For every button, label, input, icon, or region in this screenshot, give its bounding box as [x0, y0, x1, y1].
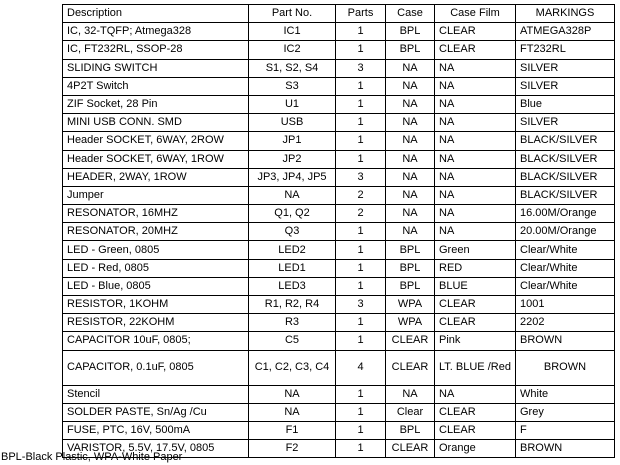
cell-part-no: LED1: [249, 259, 336, 277]
cell-description: RESISTOR, 22KOHM: [63, 314, 249, 332]
cell-part-no: C1, C2, C3, C4: [249, 350, 336, 385]
cell-case: NA: [386, 77, 435, 95]
table-row: [63, 421, 615, 439]
cell-case-film: NA: [435, 186, 516, 204]
table-row: [63, 205, 615, 223]
cell-description: IC, FT232RL, SSOP-28: [63, 41, 249, 59]
cell-description: Header SOCKET, 6WAY, 2ROW: [63, 132, 249, 150]
cell-markings: SILVER: [516, 77, 615, 95]
cell-case-film: NA: [435, 59, 516, 77]
cell-parts: 4: [336, 350, 386, 385]
cell-parts: 3: [336, 168, 386, 186]
cell-parts: 3: [336, 59, 386, 77]
cell-part-no: Q3: [249, 223, 336, 241]
bom-body: [63, 23, 615, 458]
cell-markings: BLACK/SILVER: [516, 168, 615, 186]
header-case: Case: [386, 5, 435, 23]
bom-table: [62, 4, 615, 458]
cell-case-film: CLEAR: [435, 23, 516, 41]
cell-markings: SILVER: [516, 59, 615, 77]
cell-part-no: JP2: [249, 150, 336, 168]
cell-parts: 1: [336, 259, 386, 277]
cell-markings: BLACK/SILVER: [516, 150, 615, 168]
table-row: [63, 95, 615, 113]
cell-description: Stencil: [63, 385, 249, 403]
cell-parts: 1: [336, 440, 386, 458]
cell-case-film: NA: [435, 205, 516, 223]
cell-markings: BLACK/SILVER: [516, 132, 615, 150]
cell-part-no: IC2: [249, 41, 336, 59]
legend-note: BPL-Black Plastic, WPA-White Paper: [1, 451, 183, 463]
cell-case-film: CLEAR: [435, 314, 516, 332]
cell-case: CLEAR: [386, 350, 435, 385]
cell-description: HEADER, 2WAY, 1ROW: [63, 168, 249, 186]
cell-part-no: JP3, JP4, JP5: [249, 168, 336, 186]
cell-markings: BROWN: [516, 332, 615, 350]
cell-parts: 1: [336, 403, 386, 421]
cell-case-film: NA: [435, 223, 516, 241]
cell-case-film: NA: [435, 168, 516, 186]
cell-description: LED - Red, 0805: [63, 259, 249, 277]
cell-markings: F: [516, 421, 615, 439]
cell-case: CLEAR: [386, 332, 435, 350]
cell-markings: ATMEGA328P: [516, 23, 615, 41]
header-row: [63, 5, 615, 23]
cell-case: Clear: [386, 403, 435, 421]
cell-markings: BROWN: [516, 350, 615, 385]
table-row: [63, 241, 615, 259]
cell-markings: Clear/White: [516, 259, 615, 277]
cell-part-no: JP1: [249, 132, 336, 150]
cell-description: VARISTOR, 5.5V, 17.5V, 0805: [63, 440, 249, 458]
cell-part-no: USB: [249, 114, 336, 132]
header-description: Description: [63, 5, 249, 23]
cell-parts: 2: [336, 186, 386, 204]
table-row: [63, 350, 615, 385]
cell-case-film: NA: [435, 77, 516, 95]
cell-parts: 1: [336, 223, 386, 241]
cell-case: NA: [386, 385, 435, 403]
cell-description: RESONATOR, 20MHZ: [63, 223, 249, 241]
cell-case-film: Orange: [435, 440, 516, 458]
cell-case: BPL: [386, 277, 435, 295]
cell-part-no: S1, S2, S4: [249, 59, 336, 77]
cell-parts: 1: [336, 277, 386, 295]
cell-case-film: Green: [435, 241, 516, 259]
table-row: [63, 132, 615, 150]
cell-case-film: Pink: [435, 332, 516, 350]
cell-markings: 16.00M/Orange: [516, 205, 615, 223]
cell-markings: 20.00M/Orange: [516, 223, 615, 241]
cell-description: FUSE, PTC, 16V, 500mA: [63, 421, 249, 439]
table-row: [63, 223, 615, 241]
table-row: [63, 332, 615, 350]
table-row: [63, 150, 615, 168]
cell-case-film: RED: [435, 259, 516, 277]
header-markings: MARKINGS: [516, 5, 615, 23]
cell-description: CAPACITOR, 0.1uF, 0805: [63, 350, 249, 385]
cell-markings: FT232RL: [516, 41, 615, 59]
cell-part-no: Q1, Q2: [249, 205, 336, 223]
cell-case-film: NA: [435, 95, 516, 113]
cell-case: NA: [386, 223, 435, 241]
cell-parts: 1: [336, 41, 386, 59]
cell-description: MINI USB CONN. SMD: [63, 114, 249, 132]
cell-case-film: BLUE: [435, 277, 516, 295]
cell-part-no: C5: [249, 332, 336, 350]
cell-part-no: R3: [249, 314, 336, 332]
cell-parts: 1: [336, 150, 386, 168]
cell-parts: 3: [336, 296, 386, 314]
cell-description: RESONATOR, 16MHZ: [63, 205, 249, 223]
cell-case: BPL: [386, 23, 435, 41]
cell-case: NA: [386, 132, 435, 150]
cell-case: NA: [386, 150, 435, 168]
cell-markings: BROWN: [516, 440, 615, 458]
cell-part-no: NA: [249, 385, 336, 403]
table-row: [63, 385, 615, 403]
cell-parts: 1: [336, 385, 386, 403]
table-row: [63, 168, 615, 186]
cell-parts: 1: [336, 114, 386, 132]
cell-markings: 2202: [516, 314, 615, 332]
cell-description: SOLDER PASTE, Sn/Ag /Cu: [63, 403, 249, 421]
cell-part-no: NA: [249, 186, 336, 204]
cell-case: NA: [386, 205, 435, 223]
cell-description: 4P2T Switch: [63, 77, 249, 95]
cell-description: Header SOCKET, 6WAY, 1ROW: [63, 150, 249, 168]
cell-part-no: NA: [249, 403, 336, 421]
table-row: [63, 41, 615, 59]
cell-case: NA: [386, 168, 435, 186]
cell-description: LED - Blue, 0805: [63, 277, 249, 295]
cell-case: NA: [386, 95, 435, 113]
cell-markings: SILVER: [516, 114, 615, 132]
table-row: [63, 77, 615, 95]
cell-case: BPL: [386, 41, 435, 59]
table-row: [63, 277, 615, 295]
cell-part-no: IC1: [249, 23, 336, 41]
cell-parts: 1: [336, 241, 386, 259]
cell-case: NA: [386, 59, 435, 77]
cell-part-no: LED3: [249, 277, 336, 295]
cell-description: ZIF Socket, 28 Pin: [63, 95, 249, 113]
header-parts: Parts: [336, 5, 386, 23]
cell-markings: BLACK/SILVER: [516, 186, 615, 204]
cell-case: WPA: [386, 314, 435, 332]
cell-part-no: R1, R2, R4: [249, 296, 336, 314]
cell-parts: 1: [336, 77, 386, 95]
cell-description: SLIDING SWITCH: [63, 59, 249, 77]
cell-case-film: NA: [435, 132, 516, 150]
cell-markings: White: [516, 385, 615, 403]
cell-case-film: NA: [435, 150, 516, 168]
cell-part-no: U1: [249, 95, 336, 113]
cell-markings: Clear/White: [516, 241, 615, 259]
cell-part-no: F2: [249, 440, 336, 458]
cell-case-film: CLEAR: [435, 421, 516, 439]
cell-markings: Clear/White: [516, 277, 615, 295]
cell-parts: 1: [336, 132, 386, 150]
cell-part-no: F1: [249, 421, 336, 439]
cell-part-no: S3: [249, 77, 336, 95]
header-part-no: Part No.: [249, 5, 336, 23]
table-row: [63, 114, 615, 132]
table-row: [63, 314, 615, 332]
cell-case-film: LT. BLUE /Red: [435, 350, 516, 385]
cell-description: CAPACITOR 10uF, 0805;: [63, 332, 249, 350]
cell-parts: 1: [336, 314, 386, 332]
header-case-film: Case Film: [435, 5, 516, 23]
cell-markings: Grey: [516, 403, 615, 421]
cell-case: NA: [386, 114, 435, 132]
cell-case-film: CLEAR: [435, 296, 516, 314]
cell-case: CLEAR: [386, 440, 435, 458]
cell-case: WPA: [386, 296, 435, 314]
cell-description: Jumper: [63, 186, 249, 204]
cell-parts: 1: [336, 95, 386, 113]
cell-markings: Blue: [516, 95, 615, 113]
cell-case: BPL: [386, 421, 435, 439]
cell-case: BPL: [386, 259, 435, 277]
table-row: [63, 186, 615, 204]
cell-case: NA: [386, 186, 435, 204]
table-row: [63, 296, 615, 314]
cell-parts: 2: [336, 205, 386, 223]
cell-parts: 1: [336, 23, 386, 41]
table-row: [63, 259, 615, 277]
cell-part-no: LED2: [249, 241, 336, 259]
cell-case-film: CLEAR: [435, 41, 516, 59]
table-row: [63, 403, 615, 421]
cell-case: BPL: [386, 241, 435, 259]
cell-parts: 1: [336, 421, 386, 439]
cell-case-film: CLEAR: [435, 403, 516, 421]
cell-markings: 1001: [516, 296, 615, 314]
table-row: [63, 23, 615, 41]
cell-case-film: NA: [435, 385, 516, 403]
cell-parts: 1: [336, 332, 386, 350]
cell-description: RESISTOR, 1KOHM: [63, 296, 249, 314]
cell-case-film: NA: [435, 114, 516, 132]
table-row: [63, 59, 615, 77]
cell-description: LED - Green, 0805: [63, 241, 249, 259]
cell-description: IC, 32-TQFP; Atmega328: [63, 23, 249, 41]
